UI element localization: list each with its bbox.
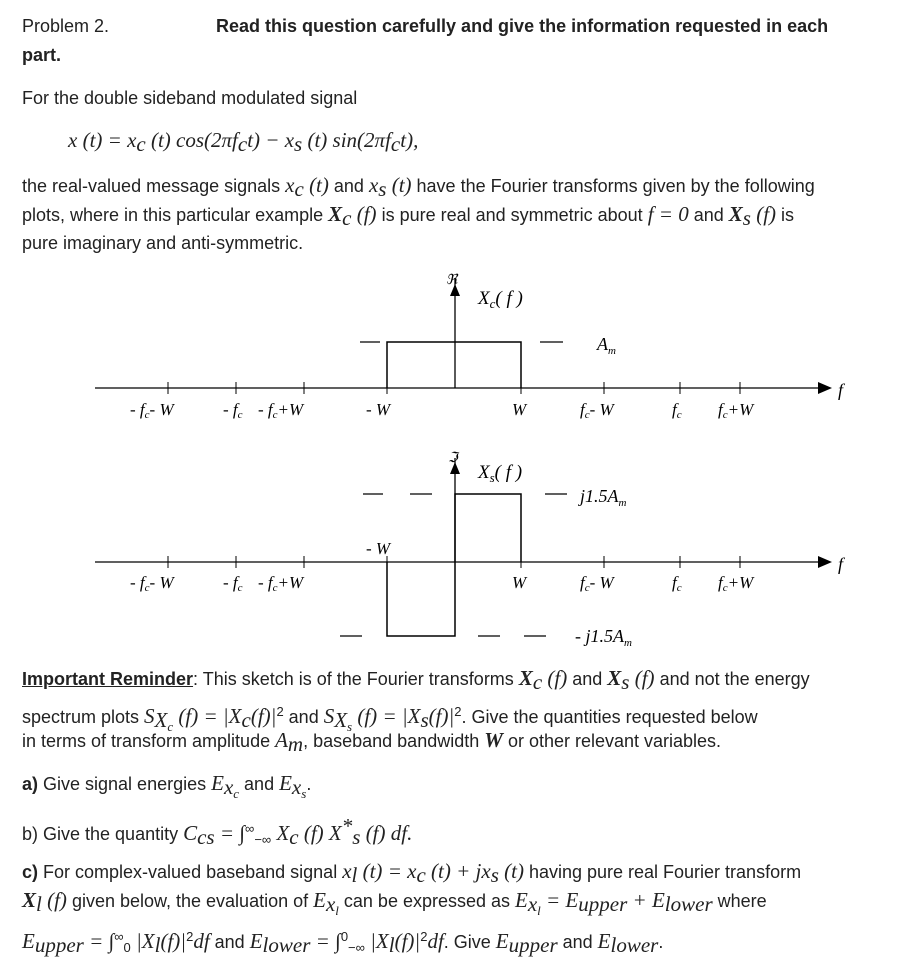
- desc-line-2: plots, where in this particular example $X_c$ (f) is pure real and symmetric about f = 0 and $X_s$ (f) is: [22, 202, 795, 230]
- xs-pos-rect: [455, 494, 521, 562]
- tick-label: fc+W: [718, 573, 754, 594]
- fourier-plots: [0, 268, 916, 668]
- part-c-line-1: c) For complex-valued baseband signal $x_l$ $(t) = x_c$ $(t) + jx_s$ (t) having pure real Fourier transform: [22, 859, 802, 887]
- tick-label: - fc- W: [130, 400, 174, 421]
- instruction-cont: part.: [22, 45, 62, 65]
- header-line: [22, 12, 109, 41]
- f-axis-label-2: f: [838, 554, 844, 574]
- reminder-line-3: in terms of transform amplitude $A_m$, baseband bandwidth W or other relevant variables.: [22, 728, 722, 756]
- axis-arrow-2: [818, 556, 832, 568]
- tick-label: - W: [366, 400, 391, 419]
- tick-label: - fc+W: [258, 400, 304, 421]
- tick-label: fc: [672, 573, 682, 594]
- w-label: - W: [366, 539, 391, 558]
- reminder-line-2: spectrum plots $S_{X_c}$ $(f) = |X_c(f)|^2$ and $S_{X_s}$ $(f) = |X_s(f)|^2$. Give the quantities requested below: [22, 704, 758, 734]
- part-c-line-2: $X_l$ (f) given below, the evaluation of $E_{x_l}$ can be expressed as $E_{x_l} = E_{upper} + E_{lower}$ where: [22, 888, 767, 918]
- tick-label: fc+W: [718, 400, 754, 421]
- part-b: b) Give the quantity $C_{cs} = \int^\infty_{-\infty}$ $X_c$ (f) $X^*_s$ (f) df.: [22, 814, 413, 849]
- am-label: $A_m$: [597, 334, 616, 357]
- reminder-line-1: Important Reminder: This sketch is of the Fourier transforms $X_c$ (f) and $X_s$ (f) and not the energy: [22, 666, 810, 694]
- intro-text: For the double sideband modulated signal: [22, 88, 358, 108]
- xs-title: $X_s$( f ): [478, 462, 523, 485]
- tick-label: W: [512, 573, 527, 592]
- plot-xs: [95, 451, 846, 649]
- tick-label: - fc: [223, 573, 243, 594]
- plot-xc: [95, 273, 846, 421]
- im-axis-symbol: ℑ: [448, 451, 458, 466]
- re-axis-symbol: ℜ: [446, 273, 458, 288]
- desc-line-1: the real-valued message signals $x_c$ (t) and $x_s$ (t) have the Fourier transforms given by the following: [22, 173, 815, 201]
- signal-equation: x $(t) = x_c$ (t) $\cos(2\pi f_ct) - x_s$ (t) $\sin(2\pi f_ct)$,: [68, 128, 419, 156]
- tick-label: - fc+W: [258, 573, 304, 594]
- axis-arrow-1: [818, 382, 832, 394]
- reminder-title: Important Reminder: [22, 669, 194, 689]
- part-c-line-3: $E_{upper} = \int^\infty_0$ $|X_l(f)|^2df$ and $E_{lower} = \int^0_{-\infty}$ $|X_l(f)|^2df$. Give $E_{upper}$ and $E_{lower}$.: [22, 929, 664, 957]
- xs-neg-rect: [387, 562, 455, 636]
- instruction: Read this question carefully and give the information requested in each: [216, 16, 829, 36]
- tick-label: - fc- W: [130, 573, 174, 594]
- problem-label: Problem 2.: [22, 16, 110, 36]
- tick-label: W: [512, 400, 527, 419]
- desc-line-3: pure imaginary and anti-symmetric.: [22, 233, 304, 253]
- f-axis-label-1: f: [838, 380, 844, 400]
- part-a: a) Give signal energies $E_{x_c}$ and $E_{x_s}$.: [22, 771, 312, 801]
- tick-label: fc: [672, 400, 682, 421]
- tick-label: fc- W: [580, 400, 614, 421]
- neg-label: - $j1.5A_m$: [575, 626, 632, 649]
- tick-label: fc- W: [580, 573, 614, 594]
- pos-label: $j1.5A_m$: [580, 486, 627, 509]
- tick-labels-2: [130, 573, 755, 594]
- xc-rect: [387, 342, 521, 388]
- tick-labels-1: [130, 400, 755, 421]
- xc-title: $X_c$( f ): [478, 288, 523, 311]
- tick-label: - fc: [223, 400, 243, 421]
